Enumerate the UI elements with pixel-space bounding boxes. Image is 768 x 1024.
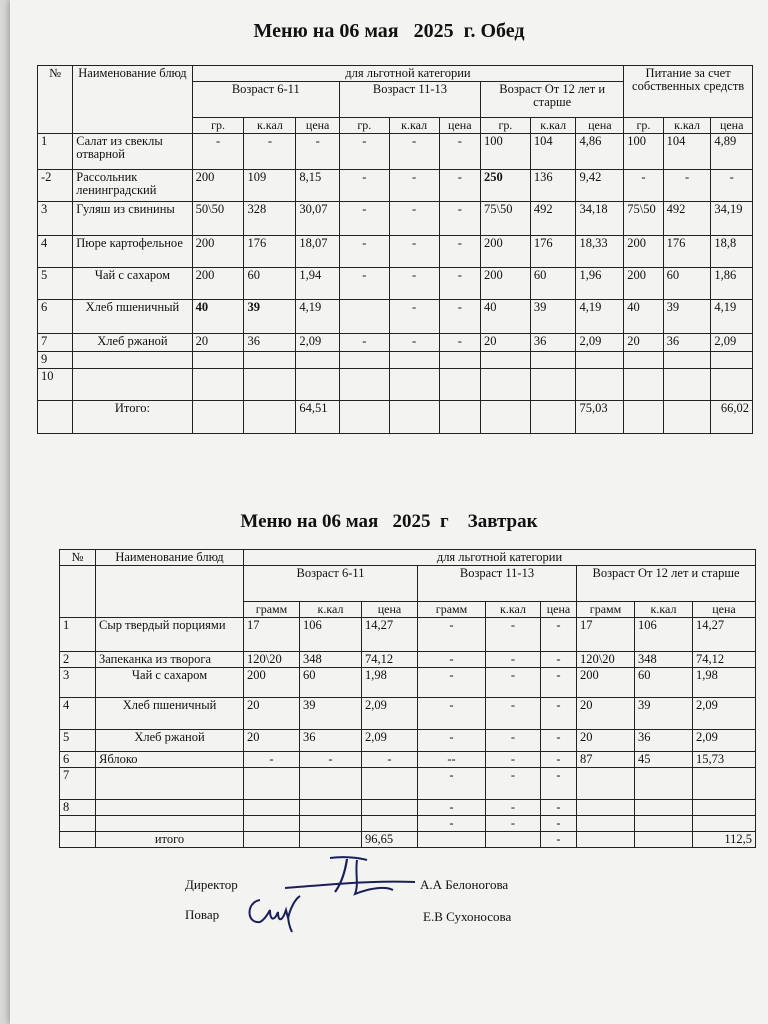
header-age-11-13: Возраст 11-13 — [418, 566, 577, 602]
value-cell: 200 — [577, 668, 635, 698]
value-cell: 176 — [530, 236, 576, 268]
value-cell: - — [711, 170, 753, 202]
value-cell: 20 — [481, 334, 531, 352]
value-cell: 36 — [635, 730, 693, 752]
value-cell: 1,86 — [711, 268, 753, 300]
value-cell: 100 — [624, 134, 663, 170]
value-cell — [244, 352, 296, 369]
value-cell: 1,98 — [362, 668, 418, 698]
subheader-cell: к.кал — [635, 602, 693, 618]
value-cell — [339, 352, 389, 369]
header-own-funds: Питание за счет собственных средств — [624, 66, 753, 118]
value-cell: - — [389, 268, 439, 300]
lunch-title: Меню на 06 мая 2025 г. Обед — [253, 20, 525, 42]
cook-name: Е.В Сухоносова — [423, 909, 512, 924]
value-cell: 18,8 — [711, 236, 753, 268]
value-cell: 39 — [300, 698, 362, 730]
row-number: -2 — [38, 170, 73, 202]
lunch-total-row — [38, 401, 753, 434]
value-cell: - — [339, 236, 389, 268]
value-cell: 45 — [635, 752, 693, 768]
value-cell — [711, 369, 753, 401]
subheader-cell: к.кал — [530, 118, 576, 134]
value-cell: - — [418, 618, 486, 652]
subheader-cell: грамм — [577, 602, 635, 618]
value-cell — [577, 768, 635, 800]
row-number: 4 — [38, 236, 73, 268]
value-cell: - — [339, 170, 389, 202]
subheader-cell: к.кал — [663, 118, 711, 134]
table-row — [60, 698, 756, 730]
row-number: 1 — [60, 618, 96, 652]
header-dish-name: Наименование блюд — [73, 66, 192, 134]
value-cell — [439, 352, 481, 369]
value-cell: - — [486, 800, 541, 816]
header-age-6-11: Возраст 6-11 — [244, 566, 418, 602]
value-cell: 120\20 — [244, 652, 300, 668]
value-cell: - — [244, 752, 300, 768]
value-cell: 20 — [624, 334, 663, 352]
value-cell — [192, 369, 244, 401]
subheader-cell: грамм — [418, 602, 486, 618]
value-cell: - — [439, 170, 481, 202]
value-cell: - — [389, 202, 439, 236]
value-cell: - — [486, 752, 541, 768]
value-cell — [577, 800, 635, 816]
subheader-cell: цена — [296, 118, 340, 134]
value-cell — [530, 369, 576, 401]
value-cell: 328 — [244, 202, 296, 236]
value-cell: 2,09 — [362, 730, 418, 752]
header-benefit-category: для льготной категории — [244, 550, 756, 566]
row-number: 3 — [60, 668, 96, 698]
subheader-cell: цена — [693, 602, 756, 618]
table-row — [38, 352, 753, 369]
value-cell — [635, 800, 693, 816]
value-cell — [300, 816, 362, 832]
value-cell — [244, 768, 300, 800]
dish-name: Хлеб ржаной — [73, 334, 192, 352]
value-cell: - — [439, 236, 481, 268]
row-number: 7 — [38, 334, 73, 352]
value-cell: - — [339, 334, 389, 352]
row-number: 4 — [60, 698, 96, 730]
value-cell: 60 — [244, 268, 296, 300]
value-cell: 20 — [244, 730, 300, 752]
row-number: 1 — [38, 134, 73, 170]
value-cell: 14,27 — [362, 618, 418, 652]
table-row — [60, 752, 756, 768]
value-cell: 4,19 — [576, 300, 624, 334]
value-cell: - — [439, 202, 481, 236]
value-cell: 104 — [663, 134, 711, 170]
value-cell — [577, 816, 635, 832]
breakfast-total-row — [60, 832, 756, 848]
value-cell: 120\20 — [577, 652, 635, 668]
table-row — [60, 800, 756, 816]
header-number: № — [38, 66, 73, 134]
value-cell: - — [663, 170, 711, 202]
value-cell: - — [296, 134, 340, 170]
value-cell: 4,19 — [296, 300, 340, 334]
value-cell: - — [486, 816, 541, 832]
value-cell: 176 — [244, 236, 296, 268]
value-cell: - — [541, 730, 577, 752]
value-cell: 36 — [530, 334, 576, 352]
value-cell: 348 — [635, 652, 693, 668]
value-cell — [693, 768, 756, 800]
total-age-6-11: 64,51 — [296, 401, 340, 434]
value-cell: 8,15 — [296, 170, 340, 202]
dish-name: Хлеб пшеничный — [73, 300, 192, 334]
value-cell — [693, 816, 756, 832]
subheader-cell: цена — [576, 118, 624, 134]
value-cell: 20 — [244, 698, 300, 730]
value-cell — [530, 352, 576, 369]
value-cell — [300, 768, 362, 800]
value-cell: 200 — [481, 236, 531, 268]
value-cell: 250 — [481, 170, 531, 202]
table-row — [60, 730, 756, 752]
table-row — [38, 202, 753, 236]
value-cell: 60 — [300, 668, 362, 698]
value-cell — [296, 352, 340, 369]
row-number: 6 — [38, 300, 73, 334]
row-number: 10 — [38, 369, 73, 401]
subheader-cell: гр. — [192, 118, 244, 134]
subheader-cell: цена — [711, 118, 753, 134]
row-number: 7 — [60, 768, 96, 800]
row-number: 2 — [60, 652, 96, 668]
breakfast-title: Меню на 06 мая 2025 г Завтрак — [240, 511, 538, 532]
value-cell: - — [389, 300, 439, 334]
header-age-12-plus: Возраст От 12 лет и старше — [577, 566, 756, 602]
dish-name: Запеканка из творога — [96, 652, 244, 668]
value-cell — [576, 352, 624, 369]
value-cell — [362, 768, 418, 800]
value-cell: 2,09 — [296, 334, 340, 352]
value-cell: - — [418, 652, 486, 668]
row-number: 3 — [38, 202, 73, 236]
total-own-funds: 66,02 — [711, 401, 753, 434]
value-cell: 36 — [244, 334, 296, 352]
value-cell: 74,12 — [693, 652, 756, 668]
value-cell: - — [439, 334, 481, 352]
document-page — [10, 0, 768, 1024]
value-cell: - — [486, 652, 541, 668]
dish-name: Гуляш из свинины — [73, 202, 192, 236]
value-cell — [244, 800, 300, 816]
breakfast-table — [59, 549, 756, 848]
value-cell: - — [362, 752, 418, 768]
dish-name — [73, 369, 192, 401]
total-label: Итого: — [73, 401, 192, 434]
value-cell: 2,09 — [711, 334, 753, 352]
row-number: 5 — [38, 268, 73, 300]
value-cell: - — [486, 698, 541, 730]
table-row — [38, 300, 753, 334]
subheader-cell: цена — [362, 602, 418, 618]
value-cell: - — [389, 134, 439, 170]
value-cell: 1,94 — [296, 268, 340, 300]
value-cell: - — [339, 134, 389, 170]
subheader-cell: к.кал — [486, 602, 541, 618]
value-cell: - — [486, 730, 541, 752]
subheader-cell: к.кал — [300, 602, 362, 618]
value-cell: 348 — [300, 652, 362, 668]
value-cell: 2,09 — [693, 698, 756, 730]
value-cell: - — [192, 134, 244, 170]
value-cell — [296, 369, 340, 401]
cook-label: Повар — [185, 907, 220, 922]
value-cell — [389, 352, 439, 369]
subheader-cell: грамм — [244, 602, 300, 618]
dish-name — [96, 816, 244, 832]
value-cell: 34,18 — [576, 202, 624, 236]
lunch-table — [37, 65, 753, 434]
row-number: 9 — [38, 352, 73, 369]
value-cell: - — [541, 752, 577, 768]
total-age-12-plus: 112,5 — [693, 832, 756, 848]
value-cell: 17 — [577, 618, 635, 652]
value-cell: - — [418, 768, 486, 800]
value-cell: 20 — [577, 698, 635, 730]
value-cell: -- — [418, 752, 486, 768]
dish-name: Хлеб пшеничный — [96, 698, 244, 730]
value-cell: 39 — [663, 300, 711, 334]
value-cell: 40 — [192, 300, 244, 334]
dish-name — [96, 800, 244, 816]
value-cell — [663, 352, 711, 369]
value-cell: 109 — [244, 170, 296, 202]
value-cell: 2,09 — [576, 334, 624, 352]
row-number — [60, 816, 96, 832]
dish-name — [73, 352, 192, 369]
value-cell: 104 — [530, 134, 576, 170]
value-cell: 17 — [244, 618, 300, 652]
value-cell: 9,42 — [576, 170, 624, 202]
value-cell: - — [541, 618, 577, 652]
value-cell — [711, 352, 753, 369]
dish-name: Хлеб ржаной — [96, 730, 244, 752]
header-age-12-plus: Возраст От 12 лет и старше — [481, 82, 624, 118]
total-label: итого — [96, 832, 244, 848]
dish-name: Рассольник ленинградский — [73, 170, 192, 202]
value-cell: - — [389, 334, 439, 352]
value-cell: - — [486, 618, 541, 652]
value-cell: 4,89 — [711, 134, 753, 170]
value-cell: 200 — [192, 236, 244, 268]
table-row — [60, 618, 756, 652]
value-cell: - — [300, 752, 362, 768]
subheader-cell: гр. — [624, 118, 663, 134]
dish-name: Сыр твердый порциями — [96, 618, 244, 652]
value-cell: 60 — [635, 668, 693, 698]
value-cell: 4,19 — [711, 300, 753, 334]
total-age-11-13: - — [541, 832, 577, 848]
value-cell: 39 — [530, 300, 576, 334]
value-cell — [389, 369, 439, 401]
dish-name: Пюре картофельное — [73, 236, 192, 268]
value-cell: 492 — [530, 202, 576, 236]
value-cell: - — [418, 800, 486, 816]
value-cell: - — [541, 668, 577, 698]
value-cell: 20 — [577, 730, 635, 752]
value-cell: 75\50 — [481, 202, 531, 236]
value-cell — [635, 816, 693, 832]
value-cell: 106 — [300, 618, 362, 652]
value-cell: 136 — [530, 170, 576, 202]
value-cell: 2,09 — [362, 698, 418, 730]
value-cell: - — [541, 768, 577, 800]
value-cell — [576, 369, 624, 401]
table-row — [38, 170, 753, 202]
value-cell — [663, 369, 711, 401]
value-cell: 200 — [244, 668, 300, 698]
value-cell — [624, 369, 663, 401]
value-cell — [244, 369, 296, 401]
value-cell — [481, 352, 531, 369]
header-benefit-category: для льготной категории — [192, 66, 624, 82]
row-number: 6 — [60, 752, 96, 768]
dish-name — [96, 768, 244, 800]
value-cell — [693, 800, 756, 816]
value-cell: - — [418, 730, 486, 752]
header-age-6-11: Возраст 6-11 — [192, 82, 339, 118]
table-row — [60, 816, 756, 832]
value-cell: 39 — [635, 698, 693, 730]
value-cell: 200 — [192, 268, 244, 300]
value-cell: 1,96 — [576, 268, 624, 300]
value-cell — [339, 369, 389, 401]
value-cell: - — [389, 236, 439, 268]
value-cell: 87 — [577, 752, 635, 768]
value-cell: - — [418, 816, 486, 832]
subheader-cell: к.кал — [389, 118, 439, 134]
value-cell: 74,12 — [362, 652, 418, 668]
value-cell: 36 — [663, 334, 711, 352]
table-row — [60, 768, 756, 800]
value-cell — [300, 800, 362, 816]
value-cell: - — [439, 300, 481, 334]
subheader-cell: цена — [439, 118, 481, 134]
value-cell: - — [541, 652, 577, 668]
value-cell: 36 — [300, 730, 362, 752]
director-label: Директор — [185, 877, 238, 892]
dish-name: Чай с сахаром — [73, 268, 192, 300]
value-cell: - — [541, 816, 577, 832]
value-cell: 18,07 — [296, 236, 340, 268]
total-age-12-plus: 75,03 — [576, 401, 624, 434]
value-cell — [481, 369, 531, 401]
value-cell: - — [624, 170, 663, 202]
value-cell — [635, 768, 693, 800]
value-cell: 75\50 — [624, 202, 663, 236]
value-cell: - — [439, 268, 481, 300]
value-cell: - — [339, 268, 389, 300]
cook-signature — [242, 890, 312, 935]
value-cell: - — [541, 698, 577, 730]
value-cell: - — [418, 698, 486, 730]
value-cell: 34,19 — [711, 202, 753, 236]
value-cell: 15,73 — [693, 752, 756, 768]
row-number: 8 — [60, 800, 96, 816]
value-cell — [192, 352, 244, 369]
value-cell — [244, 816, 300, 832]
value-cell: 200 — [481, 268, 531, 300]
table-row — [60, 668, 756, 698]
total-age-6-11: 96,65 — [362, 832, 418, 848]
value-cell — [362, 800, 418, 816]
value-cell: 18,33 — [576, 236, 624, 268]
table-row — [38, 268, 753, 300]
value-cell: 2,09 — [693, 730, 756, 752]
row-number: 5 — [60, 730, 96, 752]
value-cell: 14,27 — [693, 618, 756, 652]
subheader-cell: к.кал — [244, 118, 296, 134]
value-cell: 176 — [663, 236, 711, 268]
value-cell: 492 — [663, 202, 711, 236]
value-cell: 106 — [635, 618, 693, 652]
value-cell: - — [439, 134, 481, 170]
subheader-cell: гр. — [339, 118, 389, 134]
subheader-cell: гр. — [481, 118, 531, 134]
dish-name: Салат из свеклы отварной — [73, 134, 192, 170]
header-dish-name: Наименование блюд — [96, 550, 244, 566]
value-cell: 200 — [624, 236, 663, 268]
header-number: № — [60, 550, 96, 566]
value-cell — [439, 369, 481, 401]
value-cell: - — [244, 134, 296, 170]
value-cell: 40 — [481, 300, 531, 334]
table-row — [60, 652, 756, 668]
value-cell: 20 — [192, 334, 244, 352]
value-cell: 100 — [481, 134, 531, 170]
value-cell: - — [541, 800, 577, 816]
value-cell: 50\50 — [192, 202, 244, 236]
value-cell: 1,98 — [693, 668, 756, 698]
value-cell: 39 — [244, 300, 296, 334]
value-cell — [339, 300, 389, 334]
director-name: А.А Белоногова — [420, 877, 509, 892]
value-cell: - — [389, 170, 439, 202]
value-cell — [624, 352, 663, 369]
dish-name: Яблоко — [96, 752, 244, 768]
value-cell: - — [486, 768, 541, 800]
value-cell: 30,07 — [296, 202, 340, 236]
value-cell — [362, 816, 418, 832]
value-cell: 200 — [192, 170, 244, 202]
table-row — [38, 134, 753, 170]
value-cell: 40 — [624, 300, 663, 334]
value-cell: 60 — [530, 268, 576, 300]
value-cell: 4,86 — [576, 134, 624, 170]
value-cell: 60 — [663, 268, 711, 300]
value-cell: - — [486, 668, 541, 698]
value-cell: - — [418, 668, 486, 698]
table-row — [38, 334, 753, 352]
value-cell: 200 — [624, 268, 663, 300]
table-row — [38, 236, 753, 268]
table-row — [38, 369, 753, 401]
value-cell: - — [339, 202, 389, 236]
subheader-cell: цена — [541, 602, 577, 618]
dish-name: Чай с сахаром — [96, 668, 244, 698]
header-age-11-13: Возраст 11-13 — [339, 82, 480, 118]
